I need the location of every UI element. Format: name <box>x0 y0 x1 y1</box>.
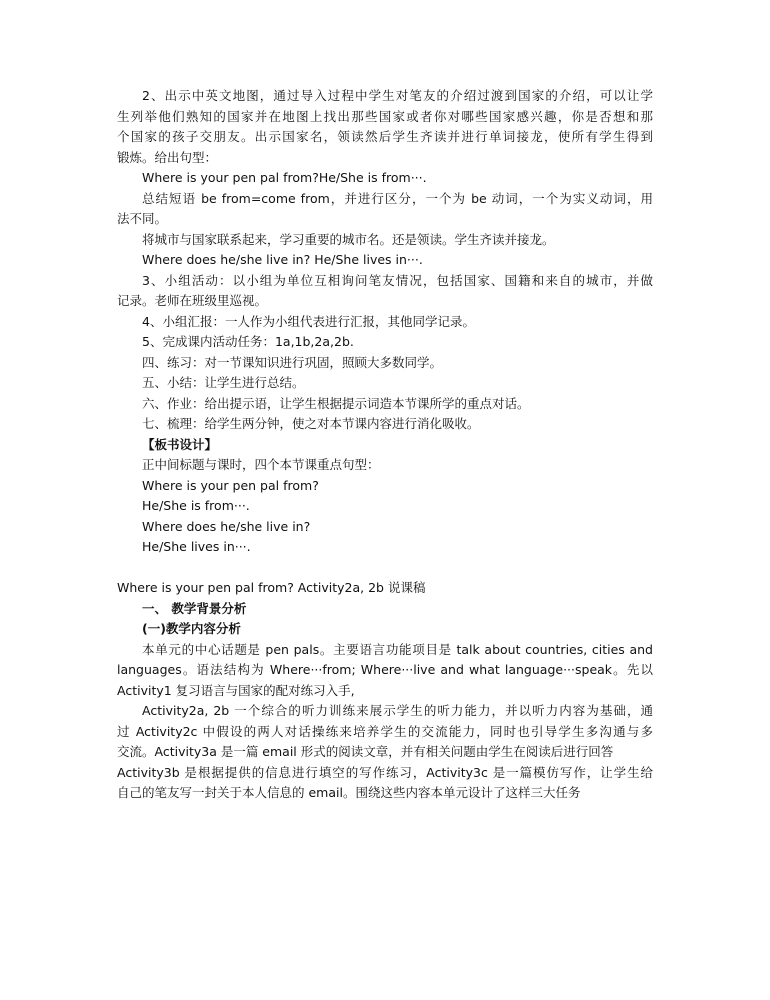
paragraph-line: 个国家的孩子交朋友。出示国家名，领读然后学生齐读并进行单词接龙，使所有学生得到 <box>117 129 653 144</box>
paragraph-line: 4、小组汇报：一人作为小组代表进行汇报，其他同学记录。 <box>142 313 475 329</box>
example-sentence: He/She is from···. <box>142 498 250 513</box>
document-title: Where is your pen pal from? Activity2a, 2b 说课稿 <box>117 580 426 595</box>
paragraph-line: 五、小结：让学生进行总结。 <box>142 375 305 390</box>
document-page <box>117 86 653 804</box>
subsection-heading: (一)教学内容分析 <box>142 621 241 636</box>
paragraph-line: Activity2a, 2b 一个综合的听力训练来展示学生的听力能力，并以听力内容为基础，通 <box>142 703 653 718</box>
paragraph-line: 四、练习：对一节课知识进行巩固，照顾大多数同学。 <box>142 354 443 370</box>
paragraph-line: Activity3b 是根据提供的信息进行填空的写作练习，Activity3c 是一篇模仿写作，让学生给 <box>117 764 653 780</box>
example-sentence: Where does he/she live in? <box>142 518 311 534</box>
paragraph-line: 交流。Activity3a 是一篇 email 形式的阅读文章，并有相关问题由学生在阅读后进行回答 <box>117 744 614 759</box>
paragraph-line: 生列举他们熟知的国家并在地图上找出那些国家或者你对哪些国家感兴趣，你是否想和那 <box>117 108 653 124</box>
paragraph-line: 正中间标题与课时，四个本节课重点句型： <box>142 457 380 472</box>
paragraph-line: languages。语法结构为 Where···from; Where···live and what language···speak。先以 <box>117 662 653 677</box>
section-heading: 一、 教学背景分析 <box>142 600 247 616</box>
paragraph-line: 自己的笔友写一封关于本人信息的 email。围绕这些内容本单元设计了这样三大任务 <box>117 785 581 800</box>
paragraph-line: 5、完成课内活动任务：1a,1b,2a,2b. <box>142 334 354 349</box>
spacer <box>117 558 653 579</box>
paragraph-line: 3、小组活动：以小组为单位互相询问笔友情况，包括国家、国籍和来自的城市，并做 <box>142 272 653 288</box>
paragraph-line: 锻炼。给出句型： <box>117 149 218 165</box>
paragraph-line: 法不同。 <box>117 211 168 226</box>
paragraph-line: Activity1 复习语言与国家的配对练习入手, <box>117 682 355 698</box>
paragraph-line: 记录。老师在班级里巡视。 <box>117 293 268 308</box>
paragraph-line: 过 Activity2c 中假设的两人对话操练来培养学生的交流能力，同时也引导学生多沟通与多 <box>117 723 653 739</box>
paragraph-line: 将城市与国家联系起来，学习重要的城市名。还是领读。学生齐读并接龙。 <box>142 231 555 247</box>
paragraph-line: 七、梳理：给学生两分钟，使之对本节课内容进行消化吸收。 <box>142 416 480 431</box>
paragraph-line: 总结短语 be from=come from，并进行区分，一个为 be 动词，一个为实义动词，用 <box>142 190 653 206</box>
example-sentence: Where is your pen pal from?He/She is from···. <box>142 170 427 185</box>
paragraph-line: 本单元的中心话题是 pen pals。主要语言功能项目是 talk about countries, cities and <box>142 641 653 657</box>
example-sentence: Where is your pen pal from? <box>142 477 319 493</box>
paragraph-line: 2、出示中英文地图，通过导入过程中学生对笔友的介绍过渡到国家的介绍，可以让学 <box>142 88 653 103</box>
example-sentence: Where does he/she live in? He/She lives in···. <box>142 252 423 267</box>
board-design-heading: 【板书设计】 <box>142 436 218 452</box>
example-sentence: He/She lives in···. <box>142 539 251 554</box>
paragraph-line: 六、作业：给出提示语，让学生根据提示词造本节课所学的重点对话。 <box>142 395 530 411</box>
